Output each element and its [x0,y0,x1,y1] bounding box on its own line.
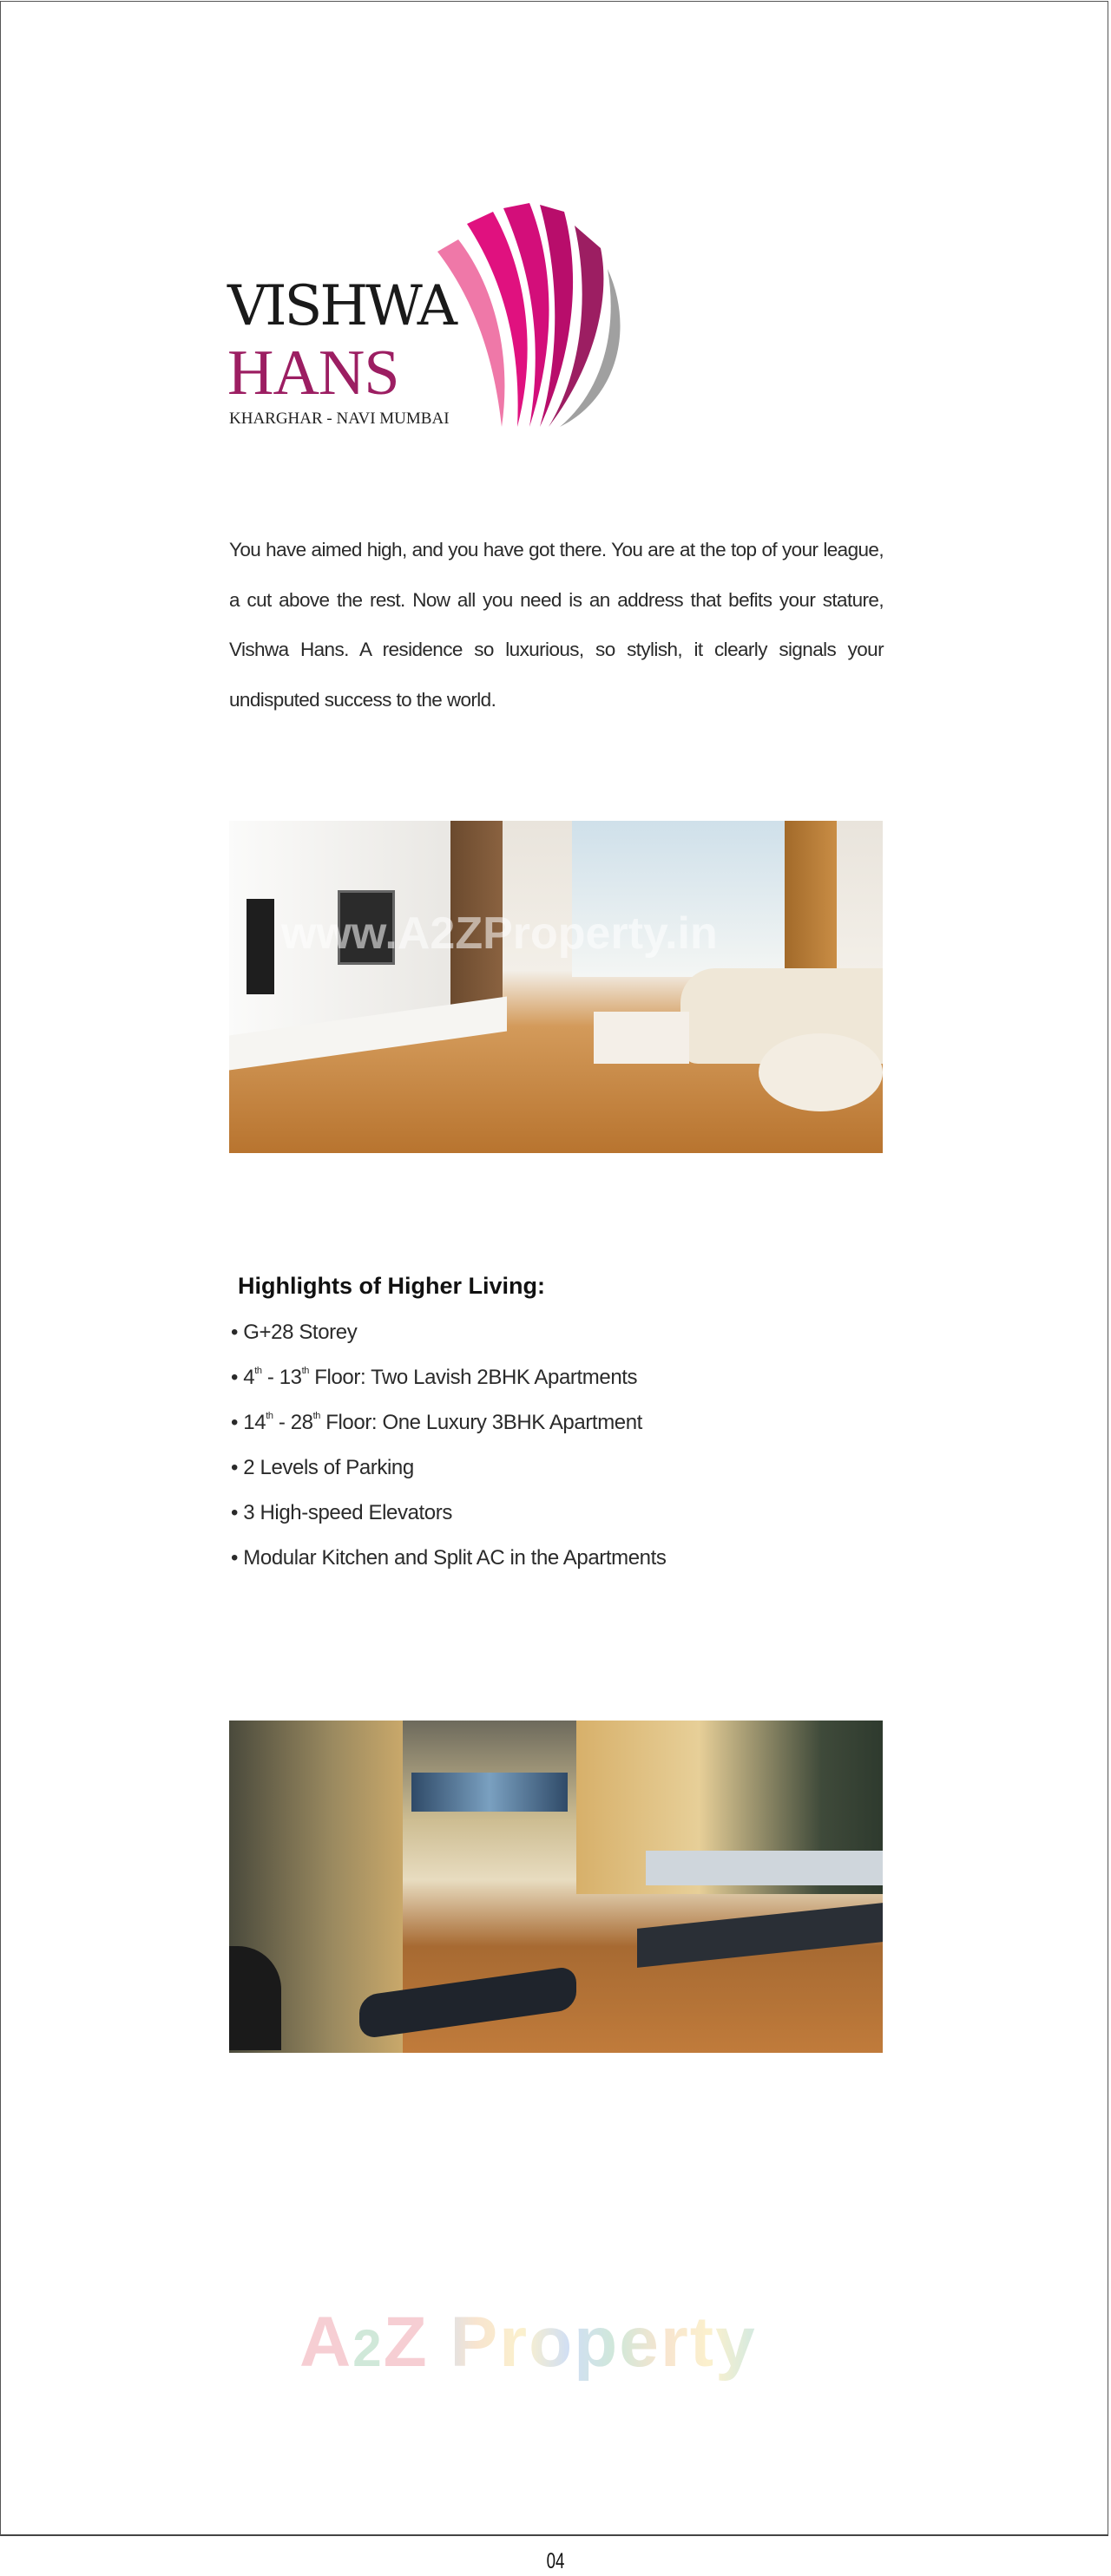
intro-paragraph: You have aimed high, and you have got there. You are at the top of your league, a cut above the rest. Now all you need is an address that befits your stature, Vishwa Hans. A residence so luxurious, so stylish, it clearly signals your undisputed success to the world. [229,539,884,711]
list-item: • G+28 Storey [231,1315,667,1360]
list-item: • 2 Levels of Parking [231,1451,667,1496]
highlights-list [231,1315,667,1586]
page-number: 04 [546,2549,565,2573]
photo-watermark: www.A2ZProperty.in [281,908,718,959]
logo-location: KHARGHAR - NAVI MUMBAI [229,410,450,428]
list-item: • 3 High-speed Elevators [231,1496,667,1541]
logo-vishwa: VISHWA [227,274,455,338]
list-item: • 14th - 28th Floor: One Luxury 3BHK Apartment [231,1406,667,1451]
vishwa-hans-logo [227,200,627,434]
list-item: • Modular Kitchen and Split AC in the Apartments [231,1541,667,1586]
swoosh-logo-icon [434,200,634,429]
gym-photo [229,1721,883,2053]
logo-hans: HANS [227,338,399,409]
a2z-property-watermark-logo: A2Z Property [299,2303,757,2382]
highlights-title: Highlights of Higher Living: [238,1273,545,1299]
living-room-photo [229,821,883,1153]
list-item: • 4th - 13th Floor: Two Lavish 2BHK Apartments [231,1360,667,1406]
